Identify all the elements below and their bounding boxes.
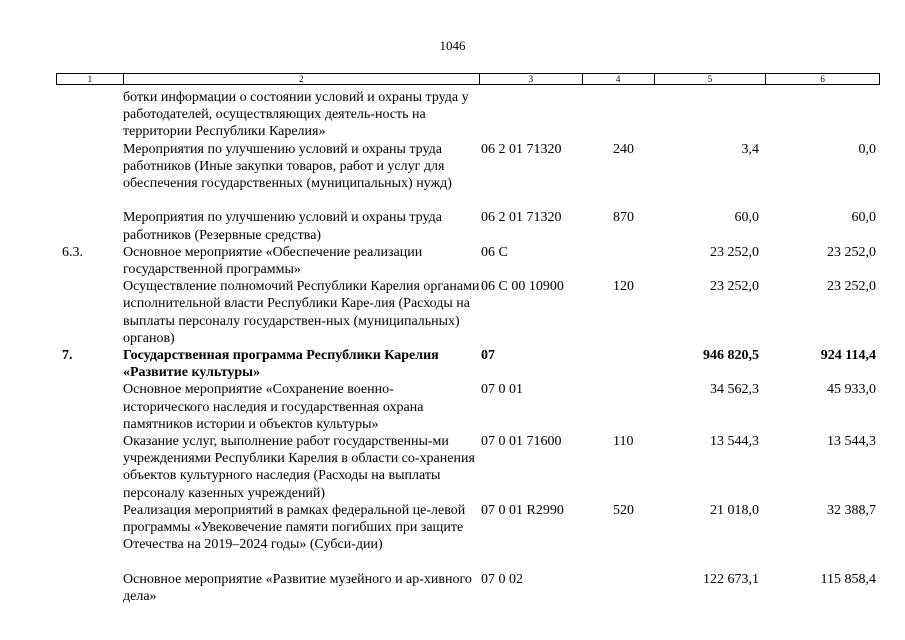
row-number (56, 278, 123, 347)
row-value-2021: 23 252,0 (827, 244, 876, 260)
row-value-2021: 32 388,7 (827, 502, 876, 518)
table-header (56, 73, 880, 85)
row-value-2020: 34 562,3 (710, 382, 759, 398)
row-value-2021: 924 114,4 (820, 347, 876, 363)
row-value-2020: 21 018,0 (710, 502, 759, 518)
column-header: 5 (655, 74, 767, 84)
table-row (56, 141, 880, 210)
table-row (56, 433, 880, 502)
row-code: 07 0 02 (481, 571, 523, 587)
row-number (56, 502, 123, 571)
table-row (56, 571, 880, 605)
row-description: Мероприятия по улучшению условий и охраны труда работников (Иные закупки товаров, работ и услуг для обеспечения государственных (муниципальных) нужд) (123, 141, 452, 191)
table-row (56, 278, 880, 347)
row-number (56, 89, 123, 141)
row-value-2020 (655, 89, 767, 141)
row-code (480, 89, 583, 141)
table-row (56, 209, 880, 243)
row-code: 07 0 01 (481, 382, 523, 398)
row-number (56, 381, 123, 433)
row-number (56, 209, 123, 243)
row-description: Основное мероприятие «Обеспечение реализации государственной программы» (123, 244, 423, 277)
table-row (56, 89, 880, 141)
row-value-2020: 3,4 (741, 141, 759, 157)
row-description: Оказание услуг, выполнение работ государственны-ми учреждениями Республики Карелия в области со-хранения объектов культурного наследия (Расходы на выплаты персоналу казенных учреждений) (123, 433, 475, 501)
table-body (56, 89, 880, 605)
row-type: 870 (613, 210, 634, 226)
row-description: Основное мероприятие «Развитие музейного и ар-хивного дела» (123, 571, 472, 604)
row-description: Государственная программа Республики Карелия «Развитие культуры» (123, 347, 439, 381)
row-type (583, 244, 655, 278)
row-value-2021: 13 544,3 (827, 433, 876, 449)
column-header: 3 (480, 74, 583, 84)
row-number (56, 433, 123, 502)
row-description: Мероприятия по улучшению условий и охраны труда работников (Резервные средства) (123, 210, 442, 243)
row-code: 06 2 01 71320 (481, 210, 562, 226)
row-code: 07 0 01 R2990 (481, 502, 564, 518)
row-value-2020: 23 252,0 (710, 244, 759, 260)
table-row (56, 381, 880, 433)
row-description: Реализация мероприятий в рамках федеральной це-левой программы «Увековечение памяти погибших при защите Отечества на 2019–2024 годы» (Субси-дии) (123, 502, 466, 553)
column-header: 1 (57, 74, 124, 84)
row-number (56, 141, 123, 210)
row-value-2020: 60,0 (734, 210, 759, 226)
row-type (583, 571, 655, 605)
row-type: 120 (613, 279, 634, 295)
table-row (56, 244, 880, 278)
row-value-2020: 13 544,3 (710, 433, 759, 449)
row-value-2021 (767, 89, 880, 141)
row-type: 110 (613, 433, 634, 449)
row-type (583, 89, 655, 141)
row-description: ботки информации о состоянии условий и охраны труда у работодателей, осуществляющих деятель-ность на территории Республики Карелия» (123, 90, 469, 140)
row-value-2021: 60,0 (851, 210, 876, 226)
column-header: 2 (124, 74, 480, 84)
row-code: 07 (481, 347, 495, 363)
row-type: 520 (613, 502, 634, 518)
row-value-2020: 946 820,5 (703, 347, 759, 363)
row-description: Основное мероприятие «Сохранение военно-исторического наследия и государственная охрана памятников истории и объектов культуры» (123, 382, 424, 432)
row-value-2020: 23 252,0 (710, 279, 759, 295)
row-type (583, 347, 655, 381)
row-value-2021: 45 933,0 (827, 382, 876, 398)
row-number: 7. (62, 347, 73, 363)
row-code: 06 2 01 71320 (481, 141, 562, 157)
row-value-2021: 23 252,0 (827, 279, 876, 295)
row-description: Осуществление полномочий Республики Карелия органами исполнительной власти Республики Каре-лия (Расходы на выплаты персоналу государствен-ных (муниципальных) органов) (123, 279, 480, 346)
row-type: 240 (613, 141, 634, 157)
table-row (56, 347, 880, 381)
row-code: 06 С 00 10900 (481, 279, 564, 295)
row-value-2021: 115 858,4 (820, 571, 876, 587)
column-header: 6 (820, 74, 825, 84)
column-header: 4 (583, 74, 655, 84)
row-code: 06 С (481, 244, 508, 260)
row-type (583, 381, 655, 433)
row-code: 07 0 01 71600 (481, 433, 562, 449)
table-row (56, 502, 880, 571)
row-number (56, 571, 123, 605)
row-value-2021: 0,0 (858, 141, 876, 157)
row-value-2020: 122 673,1 (703, 571, 759, 587)
page-number: 1046 (439, 38, 466, 53)
row-number: 6.3. (62, 244, 83, 260)
